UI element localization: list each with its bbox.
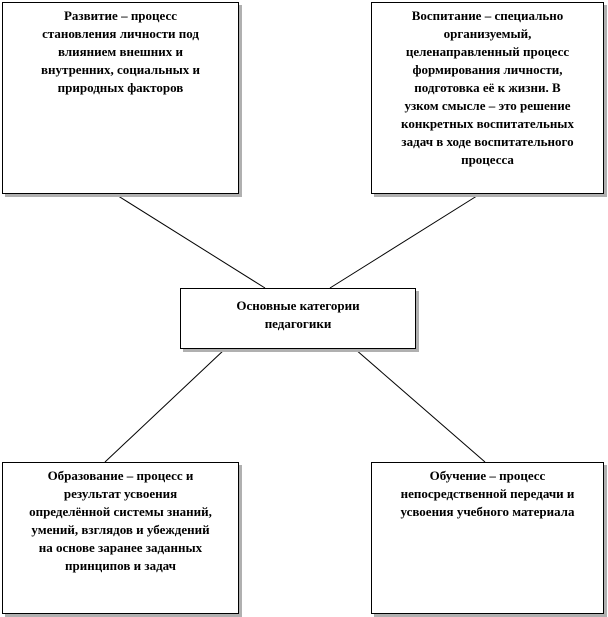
education-line-3: умений, взглядов и убеждений bbox=[31, 522, 210, 537]
upbringing-line-6: конкретных воспитательных bbox=[401, 116, 574, 131]
education-line-1: результат усвоения bbox=[63, 486, 178, 501]
concept-box-development bbox=[2, 2, 239, 194]
development-line-4: природных факторов bbox=[57, 80, 184, 95]
connector-development bbox=[115, 194, 265, 288]
connector-teaching bbox=[355, 349, 485, 462]
upbringing-line-3: формирования личности, bbox=[412, 62, 563, 77]
upbringing-line-0: Воспитание – специально bbox=[411, 8, 564, 23]
development-line-3: внутренних, социальных и bbox=[41, 62, 200, 77]
development-line-2: влиянием внешних и bbox=[58, 44, 183, 59]
upbringing-line-2: целенаправленный процесс bbox=[405, 44, 570, 59]
concept-box-education bbox=[2, 462, 239, 614]
upbringing-line-4: подготовка её к жизни. В bbox=[414, 80, 561, 95]
connector-upbringing bbox=[330, 194, 480, 288]
development-line-0: Развитие – процесс bbox=[63, 8, 177, 23]
upbringing-line-8: процесса bbox=[461, 152, 514, 167]
education-term: Образование bbox=[47, 468, 124, 483]
development-term: Развитие bbox=[63, 8, 118, 23]
concept-box-upbringing bbox=[371, 2, 604, 194]
concept-box-teaching bbox=[371, 462, 604, 614]
concept-box-center bbox=[180, 288, 416, 349]
center-title-line-2: педагогики bbox=[264, 316, 332, 331]
education-line-5: принципов и задач bbox=[65, 558, 176, 573]
education-line-0: Образование – процесс и bbox=[47, 468, 194, 483]
teaching-line-0: Обучение – процесс bbox=[429, 468, 546, 483]
upbringing-line-1: организуемый, bbox=[443, 26, 532, 41]
teaching-line-2: усвоения учебного материала bbox=[400, 504, 575, 519]
upbringing-line-5: узком смысле – это решение bbox=[404, 98, 571, 113]
education-line-2: определённой системы знаний, bbox=[29, 504, 212, 519]
upbringing-term: Воспитание bbox=[411, 8, 482, 23]
education-line-4: на основе заранее заданных bbox=[38, 540, 203, 555]
center-title-line-1: Основные категории bbox=[236, 298, 360, 313]
upbringing-line-7: задач в ходе воспитательного bbox=[401, 134, 574, 149]
teaching-term: Обучение bbox=[429, 468, 487, 483]
development-line-1: становления личности под bbox=[42, 26, 199, 41]
connector-education bbox=[105, 349, 225, 462]
teaching-line-1: непосредственной передачи и bbox=[400, 486, 575, 501]
